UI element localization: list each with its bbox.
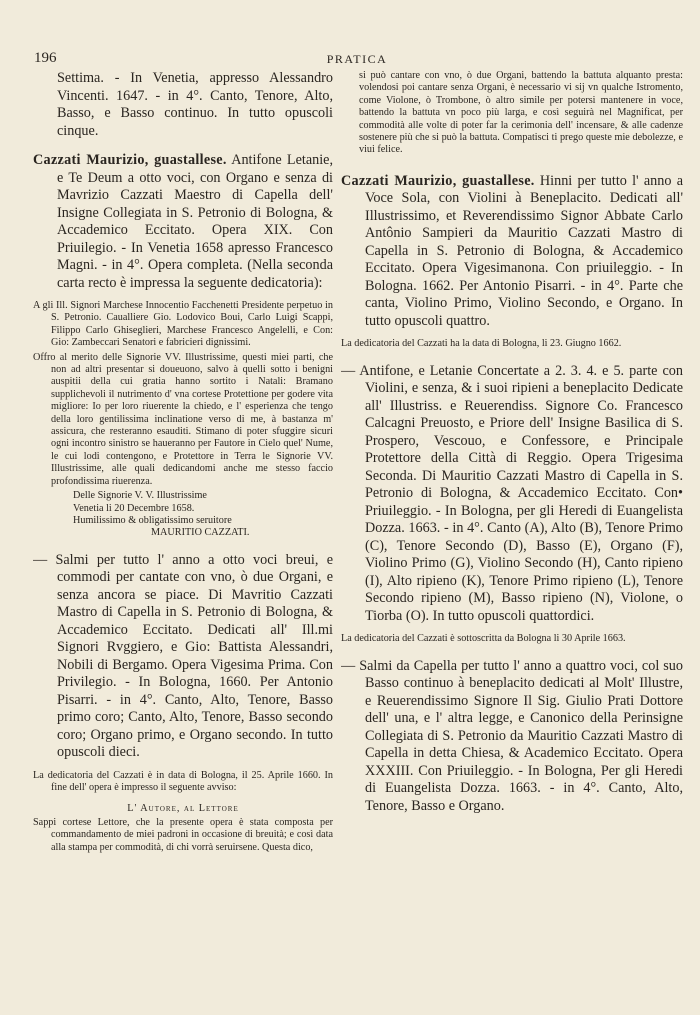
entry-text: Antifone Letanie, e Te Deum a otto voci, con Organo e senza di Mavrizio Cazzati Maestro di Capella dell' Insigne Collegiata in S. Petronio di Bologna, & Accademico Eccitato. Opera XIX. Con Priuilegio. - In Venetia 1658 apresso Francesco Magni. - in 4°. Opera completa. (Nella seconda carta recto è impressa la seguente dedicatoria): xyxy=(57,152,333,291)
dedication-signature: MAURITIO CAZZATI. xyxy=(151,527,250,539)
catalog-entry-salmi-capella: — Salmi da Capella per tutto l' anno a quattro voci, col suo Basso continuo à beneplacito dedicati al Molt' Illustre, e Reuerendissimo Signore Il Sig. Giulio Prati Dottore dell' una, e l' altra legge, e Canonico della Perinsigne Collegiata di S. Petronio da Mauritio Cazzati Mastro di Capella in detta Chiesa, & Academico Eccitato. Opera XXXIII. Con Priuileggio. - In Bologna, Per gli Heredi di Euangelista Dozza. 1663. - in 4°. Canto, Alto, Tenore, Basso e Organo. xyxy=(341,657,683,814)
dedication-letter: Offro al merito delle Signorie VV. Illustrissime, questi miei parti, che non ad altri presentar si doueuono, salvo à quelli sotto i benigni auspitii della cui gratia hanno sortito i Natali: Bramano supplichevoli il nutrimento d' vna cortese Protettione per godere vita migliore: Io per loro riuerente la chiedo, e l' esperienza che tengo della loro gentilissima inclinatione verso di me, à bastanza m' assicura, che resteranno esauditi. Stimano di poter sfuggire sicuri ogni incontro sinistro se haueranno per Fautore in Cielo quel' Nume, le cui lodi contengono, e Protettore in Terra le Signorie VV. Illustrissime, alle quali dedicandomi anche me stesso faccio profondissima riuerenza. xyxy=(33,351,333,487)
entry-note: La dedicatoria del Cazzati ha la data di Bologna, li 23. Giugno 1662. xyxy=(341,338,622,350)
entry-continuation: Settima. - In Venetia, appresso Alessandro Vincenti. 1647. - in 4°. Canto, Tenore, Alto, Basso, e Basso continuo. In tutto opuscoli cinque. xyxy=(57,70,333,139)
catalog-entry-salmi: — Salmi per tutto l' anno a otto voci breui, e commodi per cantate con vno, ò due Organi, e senza ancora se piace. Di Mavritio Cazzati Mastro di Capella in S. Petronio di Bologna, & Accademico Eccitato. Dedicati all' Ill.mi Signori Rvggiero, e Gio: Battista Alessandri, Nobili di Bergamo. Opera Vigesima Prima. Con Privilegio. - In Bologna, 1660. Per Antonio Pisarri. - in 4°. Canto, Alto, Tenore, Basso primo coro; Canto, Alto, Tenore, Basso secondo coro; Organo primo, e Organo secondo. In tutto opuscoli dieci. xyxy=(33,551,333,761)
entry-note: La dedicatoria del Cazzati è in data di Bologna, il 25. Aprile 1660. In fine dell' opera è impresso il seguente avviso: xyxy=(33,769,333,794)
left-column xyxy=(33,70,333,1005)
entry-author: Cazzati Maurizio, guastallese. xyxy=(341,172,535,189)
running-title: PRATICA xyxy=(326,52,388,66)
notice-title: L' Autore, al Lettore xyxy=(127,802,239,814)
notice-text: Sappi cortese Lettore, che la presente opera è stata composta per commandamento de miei padroni in occasione di breuità; e così data alla stampa per commodità, di chi vorrà seruirsene. Questa dico, xyxy=(33,816,333,853)
page-header xyxy=(34,50,680,70)
entry-text: Hinni per tutto l' anno a Voce Sola, con Violini à Beneplacito. Dedicati all' Illustrissimo, et Reverendissimo Signor Abbate Carlo Antônio Sampieri da Mauritio Cazzati Mastro di Capella in S. Petronio di Bologna, & Accademico Eccitato. Opera Vigesimanona. Con priuileggio. - In Bologna. 1662. Per Antonio Pisarri. - in 4°. Parte che canta, Violino Primo, Violino Secondo, e Organo. In tutto opuscoli quattro. xyxy=(365,172,683,329)
dedication-date: Venetia li 20 Decembre 1658. xyxy=(73,502,195,514)
entry-author: Cazzati Maurizio, guastallese. xyxy=(33,152,227,168)
page-number: 196 xyxy=(34,50,57,66)
catalog-entry-antifone-concertate: — Antifone, e Letanie Concertate a 2. 3. 4. e 5. parte con Violini, e senza, & i suoi ripieni a beneplacito Dedicate all' Illustriss. e Reuerendiss. Signore Co. Francesco Calcagni Preuosto, e Priore dell' Insigne Basilica di S. Prospero, Vescouo, e Confessore, e Principale Protettore della Città di Reggio. Opera Trigesima Seconda. Di Mauritio Cazzati Mastro di Capella in S. Petronio di Bologna, & Accademico Eccitato. Con• Priuileggio. - In Bologna, per gli Heredi di Euangelista Dozza. 1663. - in 4°. Canto (A), Alto (B), Tenore Primo (C), Tenore Secondo (D), Basso (E), Organo (F), Violino Primo (G), Violino Secondo (H), Canto ripieno (I), Alto ripieno (K), Tenore Primo ripieno (L), Tenore Secondo ripieno (M), Basso ripieno (N), Violone, o Tiorba (O). In tutto opuscoli quattordici. xyxy=(341,362,683,624)
right-column xyxy=(341,70,683,1005)
dedication-salutation: Humilissimo & obligatissimo seruitore xyxy=(73,514,232,526)
dedication-address: A gli Ill. Signori Marchese Innocentio Facchenetti Presidente perpetuo in S. Petronio. Caualliere Gio. Lodovico Boui, Carlo Luigi Scappi, Filippo Carlo Ghiseglieri, Marchese Francesco Angelelli, e Con: Gio: Zambeccari Senatori e fabricieri dignissimi. xyxy=(33,300,333,349)
catalog-entry-hinni xyxy=(341,173,683,331)
catalog-entry-antifone xyxy=(33,152,333,292)
dedication-closing: Delle Signorie V. V. Illustrissime xyxy=(73,490,207,502)
entry-note: La dedicatoria del Cazzati è sottoscritta da Bologna li 30 Aprile 1663. xyxy=(341,633,626,645)
notice-continuation: si può cantare con vno, ò due Organi, battendo la battuta alquanto presta: volendosi poi cantare senza Organi, è necessario vi sij vn qualche Istromento, come Violone, ò Trombone, ò altro simile per potersi mantenere in voce, battendo la battuta vn poco più larga, e così seguirà nel Magnificat, per commodità alle volte di poter far la cerimonia dell' incensare, & alle cadenze sostenere più che si può la battuta. Compatisci ti prego queste mie debolezze, e viui felice. xyxy=(359,70,683,156)
